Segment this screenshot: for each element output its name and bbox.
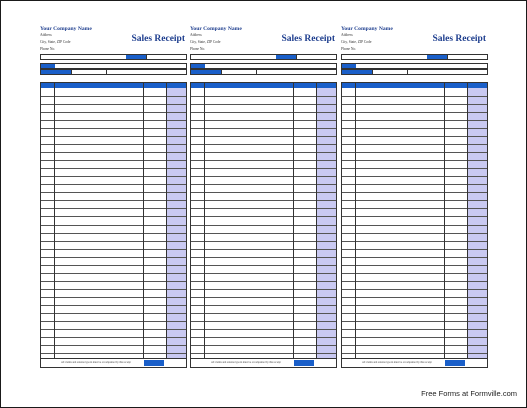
table-row-line (342, 257, 487, 258)
table-row-line (342, 160, 487, 161)
table-row-line (342, 120, 487, 121)
total-row (41, 358, 186, 367)
table-row-line (41, 329, 186, 330)
sold-to-label-cell (342, 64, 356, 68)
table-row-line (41, 265, 186, 266)
date-row[interactable] (341, 54, 488, 60)
table-row-line (41, 104, 186, 105)
table-row-line (191, 225, 336, 226)
date-label-cell (427, 55, 447, 59)
table-row-line (342, 233, 487, 234)
company-address: Address (40, 33, 52, 37)
payment-label-cell (191, 70, 221, 74)
sold-to-label-cell (191, 64, 205, 68)
table-row-line (342, 136, 487, 137)
column-divider (143, 83, 144, 367)
receipt-title: Sales Receipt (131, 34, 185, 44)
table-row-line (41, 128, 186, 129)
table-row-line (191, 128, 336, 129)
table-row-line (191, 192, 336, 193)
table-row-line (41, 345, 186, 346)
table-row-line (41, 184, 186, 185)
table-row-line (41, 136, 186, 137)
table-row-line (41, 249, 186, 250)
table-row-line (342, 305, 487, 306)
table-row-line (342, 249, 487, 250)
date-row[interactable] (190, 54, 337, 60)
column-divider (355, 83, 356, 367)
payment-row[interactable] (190, 69, 337, 75)
table-row-line (191, 208, 336, 209)
table-row-line (191, 273, 336, 274)
table-row-line (191, 249, 336, 250)
table-row-line (41, 241, 186, 242)
column-divider (293, 83, 294, 367)
payment-row[interactable] (40, 69, 187, 75)
payment-field[interactable] (71, 70, 107, 74)
table-row-line (342, 168, 487, 169)
receipt-title: Sales Receipt (432, 34, 486, 44)
table-row-line (191, 168, 336, 169)
table-row-line (191, 216, 336, 217)
sales-receipt (341, 25, 488, 373)
company-name: Your Company Name (40, 26, 92, 32)
table-row-line (342, 96, 487, 97)
table-row-line (342, 184, 487, 185)
table-row-line (41, 168, 186, 169)
total-row (191, 358, 336, 367)
total-label-cell (144, 360, 164, 366)
table-row-line (342, 321, 487, 322)
payment-label-cell (41, 70, 71, 74)
table-row-line (342, 104, 487, 105)
column-divider (444, 83, 445, 367)
table-row-line (342, 200, 487, 201)
date-label-cell (276, 55, 296, 59)
company-phone: Phone No. (40, 47, 56, 51)
table-row-line (342, 216, 487, 217)
column-divider (54, 83, 55, 367)
table-row-line (191, 329, 336, 330)
table-row-line (342, 144, 487, 145)
line-items-table (190, 82, 337, 368)
table-row-line (191, 265, 336, 266)
payment-row[interactable] (341, 69, 488, 75)
sales-receipt (40, 25, 187, 373)
date-field[interactable] (146, 55, 187, 59)
table-row-line (191, 289, 336, 290)
table-row-line (191, 345, 336, 346)
table-row-line (41, 176, 186, 177)
company-address: Address (341, 33, 353, 37)
company-address: Address (190, 33, 202, 37)
table-row-line (191, 184, 336, 185)
table-row-line (191, 233, 336, 234)
table-row-line (191, 257, 336, 258)
table-row-line (342, 281, 487, 282)
date-field[interactable] (447, 55, 488, 59)
table-row-line (41, 289, 186, 290)
table-row-line (191, 160, 336, 161)
table-row-line (342, 192, 487, 193)
watermark: Free Forms at Formville.com (421, 389, 517, 398)
table-row-line (191, 104, 336, 105)
table-row-line (342, 289, 487, 290)
table-row-line (41, 192, 186, 193)
table-row-line (342, 241, 487, 242)
sales-receipt (190, 25, 337, 373)
table-row-line (191, 152, 336, 153)
table-row-line (342, 353, 487, 354)
table-row-line (342, 176, 487, 177)
company-name: Your Company Name (190, 26, 242, 32)
table-row-line (191, 281, 336, 282)
table-row-line (191, 321, 336, 322)
column-divider (166, 83, 167, 367)
table-row-line (342, 265, 487, 266)
payment-label-cell (342, 70, 372, 74)
table-row-line (191, 176, 336, 177)
table-row-line (41, 321, 186, 322)
total-row (342, 358, 487, 367)
table-row-line (41, 216, 186, 217)
receipt-title: Sales Receipt (281, 34, 335, 44)
table-row-line (342, 273, 487, 274)
table-row-line (191, 337, 336, 338)
date-field[interactable] (296, 55, 337, 59)
table-header (41, 83, 186, 88)
date-label-cell (126, 55, 146, 59)
table-row-line (41, 353, 186, 354)
table-header (191, 83, 336, 88)
company-phone: Phone No. (341, 47, 357, 51)
table-row-line (41, 313, 186, 314)
table-row-line (41, 208, 186, 209)
total-label-cell (294, 360, 314, 366)
table-row-line (41, 96, 186, 97)
table-row-line (41, 281, 186, 282)
footer-note: All claims and returned goods must be accompanied by this receipt (362, 361, 432, 364)
table-row-line (41, 112, 186, 113)
table-row-line (41, 305, 186, 306)
table-row-line (191, 200, 336, 201)
company-city-state-zip: City, State, ZIP Code (40, 40, 71, 44)
table-row-line (191, 313, 336, 314)
company-name: Your Company Name (341, 26, 393, 32)
sold-to-label-cell (41, 64, 55, 68)
table-row-line (342, 313, 487, 314)
table-row-line (41, 120, 186, 121)
table-header (342, 83, 487, 88)
table-row-line (342, 128, 487, 129)
date-row[interactable] (40, 54, 187, 60)
table-row-line (342, 345, 487, 346)
table-row-line (41, 233, 186, 234)
table-row-line (342, 329, 487, 330)
payment-field[interactable] (221, 70, 257, 74)
table-row-line (41, 200, 186, 201)
line-items-table (40, 82, 187, 368)
table-row-line (342, 208, 487, 209)
footer-note: All claims and returned goods must be accompanied by this receipt (211, 361, 281, 364)
table-row-line (41, 225, 186, 226)
company-phone: Phone No. (190, 47, 206, 51)
table-row-line (191, 353, 336, 354)
total-label-cell (445, 360, 465, 366)
table-row-line (342, 297, 487, 298)
company-city-state-zip: City, State, ZIP Code (190, 40, 221, 44)
table-row-line (191, 136, 336, 137)
column-divider (467, 83, 468, 367)
table-row-line (41, 160, 186, 161)
table-row-line (41, 273, 186, 274)
table-row-line (191, 305, 336, 306)
table-row-line (342, 225, 487, 226)
table-row-line (191, 144, 336, 145)
payment-field[interactable] (372, 70, 408, 74)
table-row-line (41, 257, 186, 258)
table-row-line (191, 297, 336, 298)
table-row-line (191, 96, 336, 97)
company-city-state-zip: City, State, ZIP Code (341, 40, 372, 44)
table-row-line (41, 297, 186, 298)
table-row-line (41, 337, 186, 338)
table-row-line (342, 112, 487, 113)
table-row-line (191, 112, 336, 113)
footer-note: All claims and returned goods must be accompanied by this receipt (61, 361, 131, 364)
line-items-table (341, 82, 488, 368)
table-row-line (191, 120, 336, 121)
column-divider (204, 83, 205, 367)
table-row-line (342, 337, 487, 338)
table-row-line (342, 152, 487, 153)
table-row-line (191, 241, 336, 242)
table-row-line (41, 144, 186, 145)
table-row-line (41, 152, 186, 153)
column-divider (316, 83, 317, 367)
